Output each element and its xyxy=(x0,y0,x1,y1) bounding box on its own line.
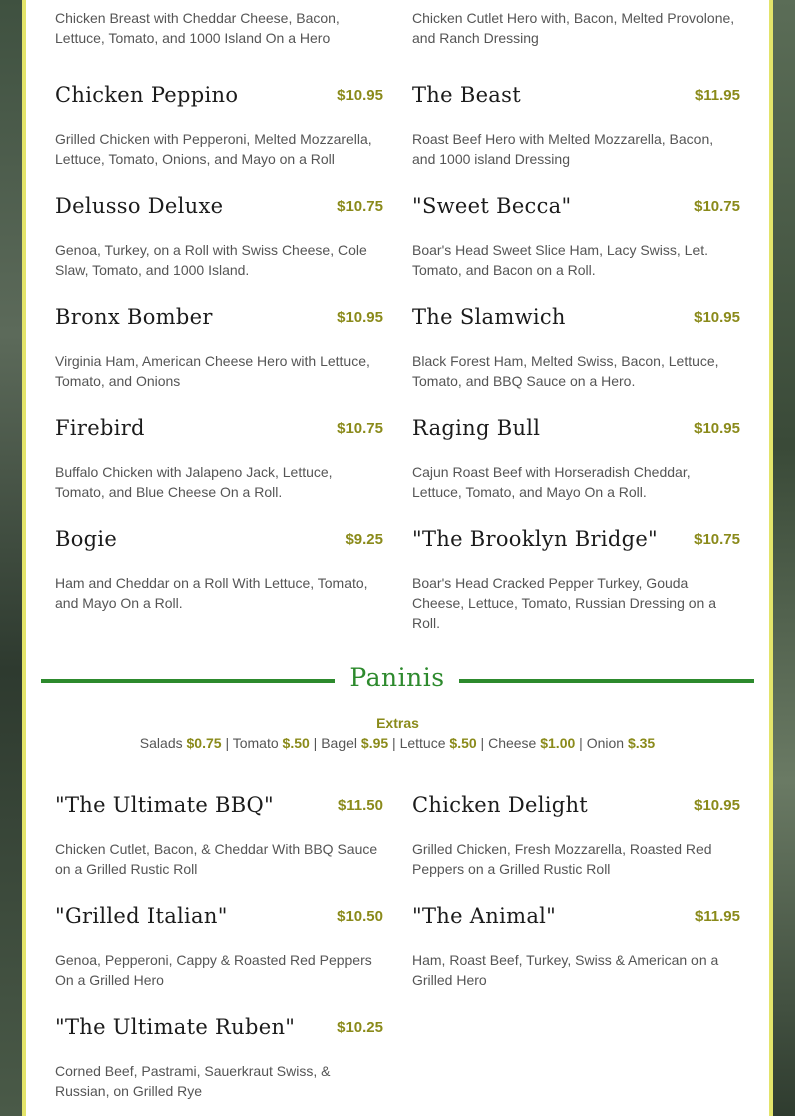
item-title: "Grilled Italian" xyxy=(55,904,228,928)
extra-price: $1.00 xyxy=(540,735,576,751)
item-description: Chicken Breast with Cheddar Cheese, Bacon, Lettuce, Tomato, and 1000 Island On a Hero xyxy=(55,10,340,46)
item-title: Firebird xyxy=(55,416,145,440)
item-title: "The Animal" xyxy=(412,904,557,928)
item-price: $10.95 xyxy=(337,87,383,104)
item-title: Chicken Peppino xyxy=(55,83,239,107)
item-title: Bogie xyxy=(55,527,118,551)
background-right xyxy=(771,0,795,1116)
extra-label: Salads xyxy=(139,735,183,751)
item-description: Ham and Cheddar on a Roll With Lettuce, Tomato, and Mayo On a Roll. xyxy=(55,575,368,611)
item-description: Buffalo Chicken with Jalapeno Jack, Lettuce, Tomato, and Blue Cheese On a Roll. xyxy=(55,464,333,500)
background-left xyxy=(0,0,24,1116)
item-price: $11.95 xyxy=(694,87,740,104)
panel-border-right xyxy=(769,0,773,1116)
item-description: Cajun Roast Beef with Horseradish Cheddar, Lettuce, Tomato, and Mayo On a Roll. xyxy=(412,464,691,500)
extra-label: Cheese xyxy=(488,735,537,751)
item-description: Genoa, Turkey, on a Roll with Swiss Cheese, Cole Slaw, Tomato, and 1000 Island. xyxy=(55,242,367,278)
item-description: Corned Beef, Pastrami, Sauerkraut Swiss, & Russian, on Grilled Rye xyxy=(55,1063,331,1099)
item-title: The Slamwich xyxy=(412,305,566,329)
item-title: The Beast xyxy=(412,83,521,107)
extras-separator: | xyxy=(480,735,485,751)
extra-label: Lettuce xyxy=(399,735,446,751)
item-description: Chicken Cutlet, Bacon, & Cheddar With BBQ Sauce on a Grilled Rustic Roll xyxy=(55,841,378,877)
item-title: Chicken Delight xyxy=(412,793,589,817)
extras-separator: | xyxy=(579,735,583,751)
extras-separator: | xyxy=(225,735,230,751)
item-price: $10.25 xyxy=(337,1019,383,1036)
extra-price: $.50 xyxy=(282,735,310,751)
item-title: "The Brooklyn Bridge" xyxy=(412,527,659,551)
item-price: $10.75 xyxy=(337,420,383,437)
item-price: $11.95 xyxy=(694,908,740,925)
extras-separator: | xyxy=(313,735,318,751)
item-description: Virginia Ham, American Cheese Hero with Lettuce, Tomato, and Onions xyxy=(55,353,370,389)
item-description: Black Forest Ham, Melted Swiss, Bacon, Lettuce, Tomato, and BBQ Sauce on a Hero. xyxy=(412,353,719,389)
extra-price: $.95 xyxy=(360,735,389,751)
panel-border-left xyxy=(22,0,26,1116)
item-title: "Sweet Becca" xyxy=(412,194,572,218)
extra-price: $.50 xyxy=(449,735,477,751)
item-description: Genoa, Pepperoni, Cappy & Roasted Red Peppers On a Grilled Hero xyxy=(55,952,372,988)
item-description: Boar's Head Cracked Pepper Turkey, Gouda Cheese, Lettuce, Tomato, Russian Dressing on a Roll. xyxy=(412,575,717,631)
item-price: $10.95 xyxy=(694,420,740,437)
item-price: $10.95 xyxy=(694,309,740,326)
extra-price: $.35 xyxy=(627,735,656,751)
extra-label: Onion xyxy=(586,735,625,751)
item-price: $9.25 xyxy=(345,531,383,548)
item-description: Boar's Head Sweet Slice Ham, Lacy Swiss, Let. Tomato, and Bacon on a Roll. xyxy=(412,242,709,278)
section-heading-box xyxy=(335,658,459,698)
item-price: $10.95 xyxy=(694,797,740,814)
extras-list xyxy=(26,735,769,751)
extras-separator: | xyxy=(392,735,396,751)
extra-label: Tomato xyxy=(232,735,279,751)
item-description: Grilled Chicken, Fresh Mozzarella, Roasted Red Peppers on a Grilled Rustic Roll xyxy=(412,841,712,877)
extra-price: $0.75 xyxy=(186,735,222,751)
item-title: Delusso Deluxe xyxy=(55,194,224,218)
extras-heading: Extras xyxy=(376,715,419,731)
item-price: $10.50 xyxy=(337,908,383,925)
item-price: $11.50 xyxy=(337,797,383,814)
item-price: $10.75 xyxy=(694,531,740,548)
item-title: Raging Bull xyxy=(412,416,541,440)
extra-label: Bagel xyxy=(321,735,358,751)
item-description: Grilled Chicken with Pepperoni, Melted Mozzarella, Lettuce, Tomato, Onions, and Mayo on a Roll xyxy=(55,131,372,167)
item-title: "The Ultimate Ruben" xyxy=(55,1015,296,1039)
item-price: $10.95 xyxy=(337,309,383,326)
item-description: Roast Beef Hero with Melted Mozzarella, Bacon, and 1000 island Dressing xyxy=(412,131,714,167)
item-price: $10.75 xyxy=(694,198,740,215)
item-title: "The Ultimate BBQ" xyxy=(55,793,274,817)
item-price: $10.75 xyxy=(337,198,383,215)
item-description: Ham, Roast Beef, Turkey, Swiss & American on a Grilled Hero xyxy=(412,952,719,988)
section-title: Paninis xyxy=(349,663,445,692)
item-description: Chicken Cutlet Hero with, Bacon, Melted Provolone, and Ranch Dressing xyxy=(412,10,735,46)
item-title: Bronx Bomber xyxy=(55,305,213,329)
